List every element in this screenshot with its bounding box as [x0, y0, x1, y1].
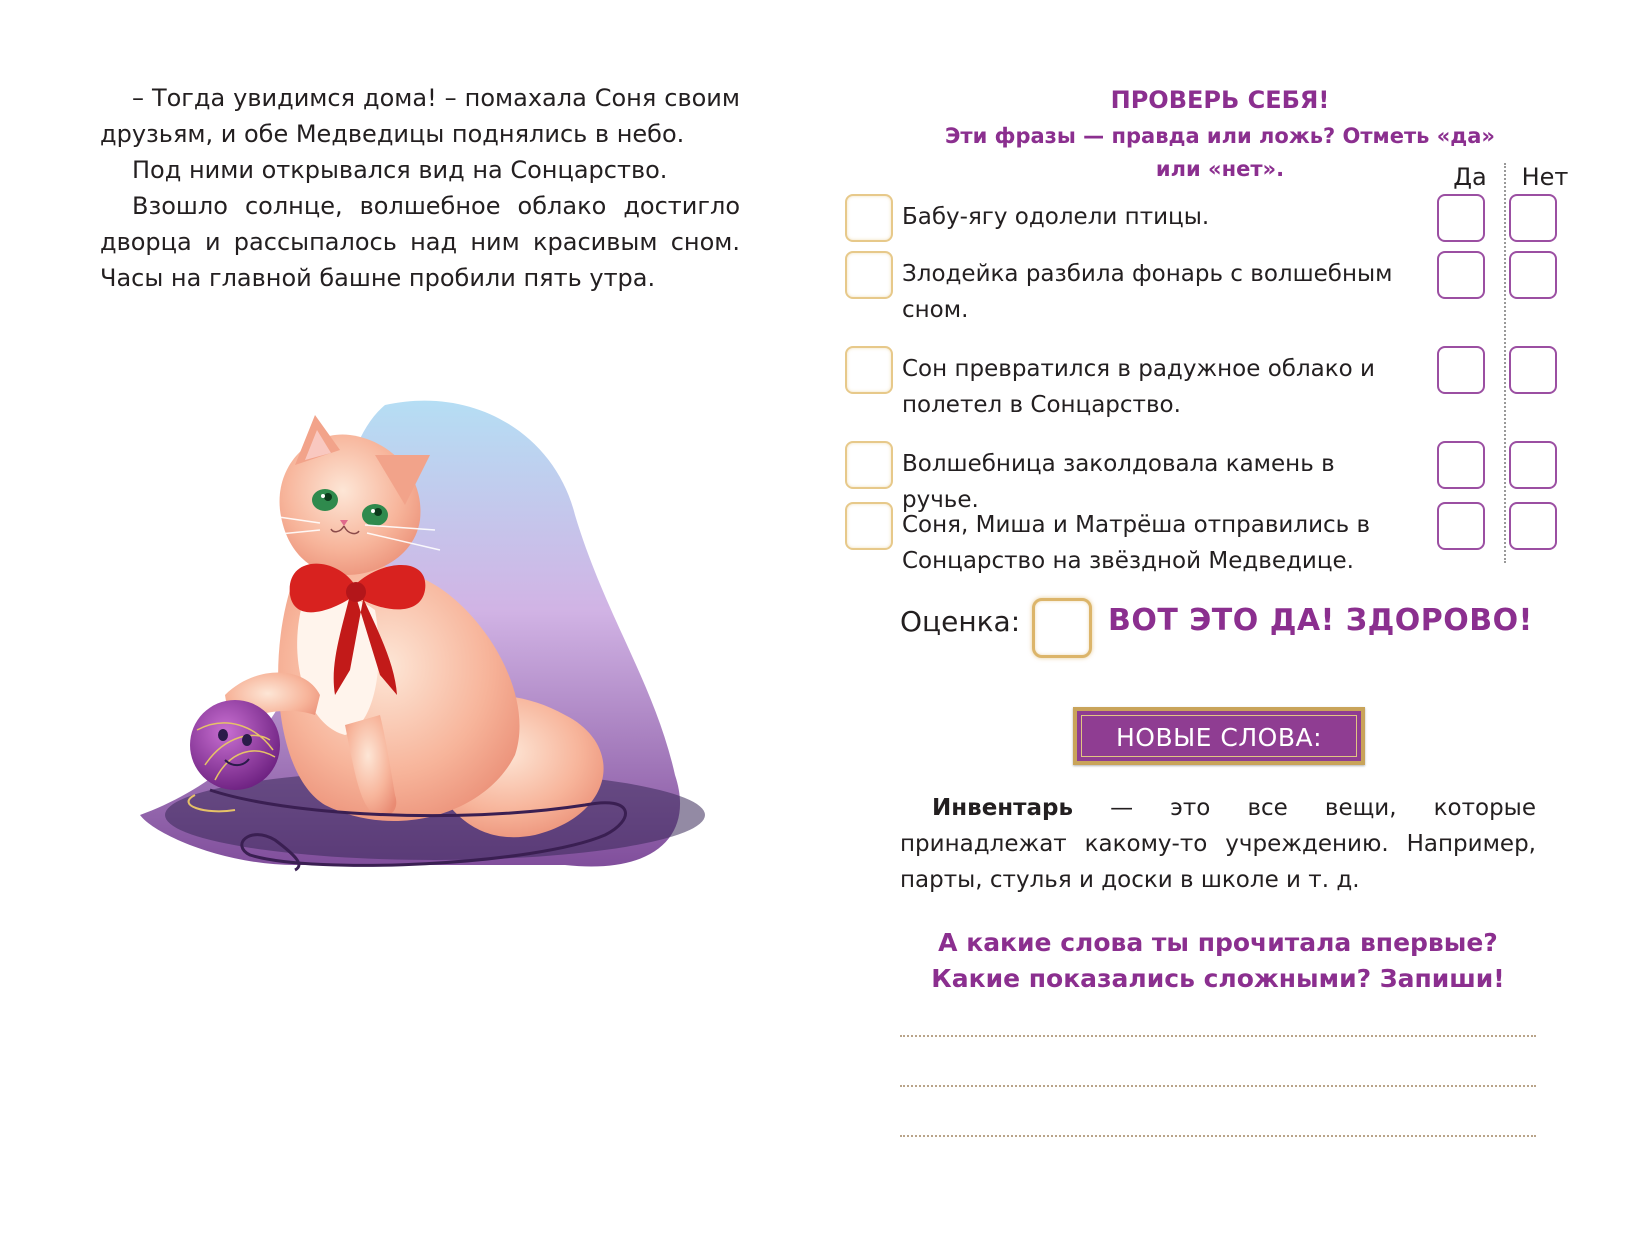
- question-number-box[interactable]: [845, 441, 893, 489]
- new-words-banner: [1073, 707, 1365, 765]
- column-no-label: Нет: [1521, 163, 1569, 191]
- yarn-ball: [190, 700, 280, 790]
- writing-line[interactable]: [900, 1135, 1536, 1137]
- question-text: Злодейка разбила фонарь с волшебным сном.: [902, 261, 1393, 323]
- quiz-subtitle: Эти фразы — правда или ложь? Отметь «да» или «нет».: [945, 124, 1495, 181]
- writing-prompt: А какие слова ты прочитала впервые? Какие показались сложными? Запиши!: [931, 928, 1505, 993]
- question-text: Бабу-ягу одолели птицы.: [902, 204, 1210, 230]
- no-checkbox[interactable]: [1509, 194, 1557, 242]
- cat-eye: [362, 504, 388, 526]
- definition-term: Инвентарь: [932, 795, 1074, 821]
- yes-checkbox[interactable]: [1437, 194, 1485, 242]
- no-checkbox[interactable]: [1509, 441, 1557, 489]
- no-checkbox[interactable]: [1509, 502, 1557, 550]
- writing-line[interactable]: [900, 1035, 1536, 1037]
- column-yes-label: Да: [1453, 163, 1487, 191]
- no-checkbox[interactable]: [1509, 346, 1557, 394]
- yes-checkbox[interactable]: [1437, 346, 1485, 394]
- score-input-box[interactable]: [1032, 598, 1092, 658]
- question-number-box[interactable]: [845, 194, 893, 242]
- question-text: Сон превратился в радужное облако и полетел в Сонцарство.: [902, 356, 1375, 418]
- yes-checkbox[interactable]: [1437, 441, 1485, 489]
- question-number-box[interactable]: [845, 502, 893, 550]
- question-number-box[interactable]: [845, 251, 893, 299]
- no-checkbox[interactable]: [1509, 251, 1557, 299]
- cat-illustration: [135, 395, 720, 925]
- story-paragraph: – Тогда увидимся дома! – помахала Соня своим друзьям, и обе Медведицы поднялись в небо.: [100, 84, 740, 148]
- banner-label: НОВЫЕ СЛОВА:: [1115, 723, 1323, 752]
- yes-checkbox[interactable]: [1437, 502, 1485, 550]
- question-number-box[interactable]: [845, 346, 893, 394]
- question-text: Волшебница заколдовала камень в ручье.: [902, 451, 1335, 513]
- story-text: [100, 80, 740, 296]
- definition-body: — это все вещи, которые принадлежат какому-то учреждению. Например, парты, стулья и доски в школе и т. д.: [900, 795, 1536, 893]
- question-text: Соня, Миша и Матрёша отправились в Сонцарство на звёздной Медведице.: [902, 512, 1371, 574]
- cat-eye: [312, 489, 338, 511]
- story-paragraph: Взошло солнце, волшебное облако достигло дворца и рассыпалось над ним красивым сном. Часы на главной башне пробили пять утра.: [100, 192, 740, 292]
- story-paragraph: Под ними открывался вид на Сонцарство.: [132, 156, 668, 184]
- definition-text: [900, 790, 1536, 898]
- yes-checkbox[interactable]: [1437, 251, 1485, 299]
- writing-line[interactable]: [900, 1085, 1536, 1087]
- column-divider: [1504, 163, 1506, 563]
- score-label: Оценка:: [900, 605, 1021, 638]
- quiz-title: ПРОВЕРЬ СЕБЯ!: [1110, 86, 1330, 114]
- score-praise: ВОТ ЭТО ДА! ЗДОРОВО!: [1108, 603, 1533, 638]
